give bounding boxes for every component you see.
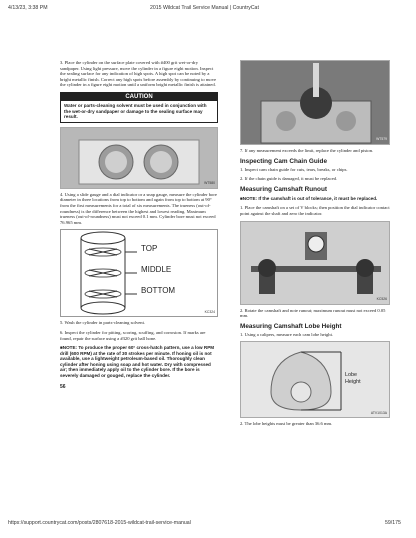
runout-note: ■NOTE: If the camshaft is out of tolerance, it must be replaced. bbox=[240, 195, 378, 201]
runout-step-2: 2. Rotate the camshaft and note runout; maximum runout must not exceed 0.05 mm. bbox=[240, 307, 386, 319]
print-url: https://support.countrycat.com/posts/2807618-2015-wildcat-trail-service-manual bbox=[8, 520, 191, 526]
runout-step-1: 1. Place the camshaft on a set of V blocks; then position the dial indicator contact point against the shaft and zero the indicator. bbox=[240, 205, 390, 216]
heading-cam-chain-guide: Inspecting Cam Chain Guide bbox=[240, 157, 327, 165]
step-3-text: 3. Place the cylinder on the surface plate covered with #400 grit wet-or-dry sandpaper. Using light pressure, move the cylinder in a figure eight motion. Inspect the sealing surface for any indication of high spots. A high spot can be noted by a bright metallic finish. Correct any high spots before assembly by continuing to move the cylinder in a figure eight motion until a uniform bright metallic finish is attained. bbox=[60, 60, 217, 88]
caution-box bbox=[60, 92, 218, 123]
hone-photo-graphic bbox=[241, 61, 390, 145]
label-middle: MIDDLE bbox=[141, 265, 172, 275]
left-column bbox=[60, 60, 218, 390]
label-bottom: BOTTOM bbox=[141, 286, 176, 296]
hone-photo bbox=[240, 60, 390, 145]
lobe-height-label: Lobe Height bbox=[345, 372, 361, 386]
lobe-step-2: 2. The lobe heights must be greater than 36.6 mm. bbox=[240, 421, 333, 427]
bore-measurement-diagram bbox=[60, 229, 218, 317]
print-datetime: 4/13/23, 3:38 PM bbox=[8, 5, 48, 11]
figure-id: KC324 bbox=[204, 309, 215, 314]
caution-title: CAUTION bbox=[61, 93, 217, 101]
cam-chain-step-2: 2. If the chain guide is damaged, it must be replaced. bbox=[240, 176, 338, 182]
caution-text: Water or parts-cleaning solvent must be used in conjunction with the wet-or-dry sandpaper or damage to the sealing surface may result. bbox=[64, 102, 207, 120]
step-5-text: 5. Wash the cylinder in parts-cleaning solvent. bbox=[60, 320, 146, 326]
lobe-step-1: 1. Using a calipers, measure each cam lobe height. bbox=[240, 331, 333, 337]
cylinder-photo-graphic bbox=[61, 128, 218, 189]
step-6-text: 6. Inspect the cylinder for pitting, scoring, scuffing, and corrosion. If marks are found, repair the surface using a #320 grit ball hone. bbox=[60, 329, 206, 341]
runout-photo-graphic bbox=[241, 222, 390, 305]
bore-diagram-graphic bbox=[61, 230, 219, 316]
cylinder-photo bbox=[60, 127, 218, 189]
figure-id: WT580 bbox=[204, 181, 215, 186]
cam-chain-step-1: 1. Inspect cam chain guide for cuts, tears, breaks, or chips. bbox=[240, 166, 348, 172]
figure-id: ATV1013A bbox=[370, 410, 387, 415]
heading-camshaft-runout: Measuring Camshaft Runout bbox=[240, 185, 327, 193]
print-title: 2015 Wildcat Trail Service Manual | CountryCat bbox=[150, 5, 259, 11]
print-page-count: 59/175 bbox=[385, 520, 401, 526]
figure-id: WT579 bbox=[376, 137, 387, 142]
right-column bbox=[240, 60, 390, 431]
heading-lobe-height: Measuring Camshaft Lobe Height bbox=[240, 322, 342, 330]
lobe-height-diagram bbox=[240, 341, 390, 418]
runout-photo bbox=[240, 221, 390, 305]
figure-id: KC526 bbox=[376, 296, 387, 301]
label-top: TOP bbox=[141, 244, 158, 254]
step-7-text: 7. If any measurement exceeds the limit, replace the cylinder and piston. bbox=[240, 148, 374, 153]
page-number: 56 bbox=[60, 383, 66, 390]
step-4-text: 4. Using a slide gauge and a dial indicator or a snap gauge, measure the cylinder bore diameter in three locations from top to bottom and again from top to bottom at 90° from the first measurements for a total of six measurements. The trueness (out-of-roundness) is the difference between the highest and lowest reading. Maximum trueness (out-of-roundness) must not exceed 0.1 mm. Cylinder bore must not exceed 76.965 mm. bbox=[60, 191, 217, 225]
honing-note: ■NOTE: To produce the proper 60° cross-hatch pattern, use a low RPM drill (600 RPM) at the rate of 30 strokes per minute. If honing oil is not available, use a lightweight petroleum-based oil. Thoroughly clean cylinder after honing using soap and hot water. Dry with compressed air; then immediately apply oil to the cylinder bore. If the bore is severely damaged or gouged, replace the cylinder. bbox=[60, 345, 215, 379]
